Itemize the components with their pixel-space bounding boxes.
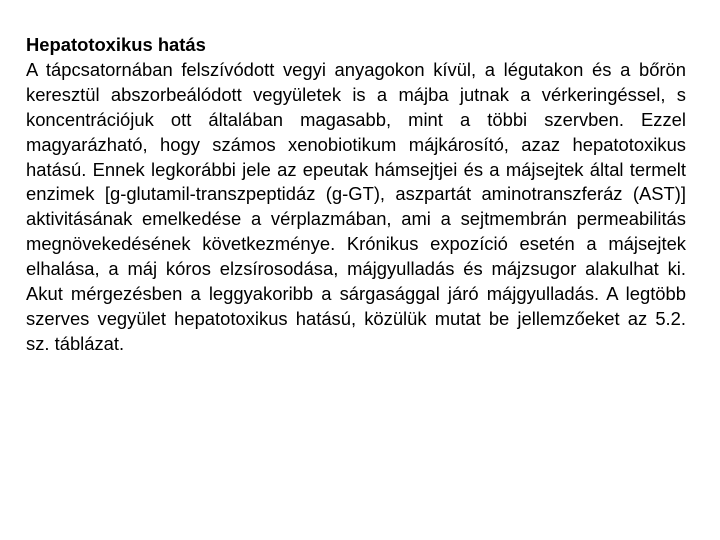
body-paragraph: A tápcsatornában felszívódott vegyi anyagokon kívül, a légutakon és a bőrön keresztül abszorbeálódott vegyületek is a májba jutnak a vérkeringéssel, s koncentrációjuk ott általában magasabb, mint a többi szervben. Ezzel magyarázható, hogy számos xenobiotikum májkárosító, azaz hepatotoxikus hatású. Ennek legkorábbi jele az epeutak hámsejtjei és a májsejtek által termelt enzimek [g-glutamil-transzpeptidáz (g-GT), aszpartát aminotranszferáz (AST)] aktivitásának emelkedése a vérplazmában, ami a sejtmembrán permeabilitás megnövekedésének következménye. Krónikus expozíció esetén a májsejtek elhalása, a máj kóros elzsírosodása, májgyulladás és májzsugor alakulhat ki. Akut mérgezésben a leggyakoribb a sárgasággal járó májgyulladás. A legtöbb szerves vegyület hepatotoxikus hatású, közülük mutat be jellemzőeket az 5.2. sz. táblázat. [26,58,686,354]
text-content-block [26,33,686,357]
section-heading: Hepatotoxikus hatás [26,34,206,55]
